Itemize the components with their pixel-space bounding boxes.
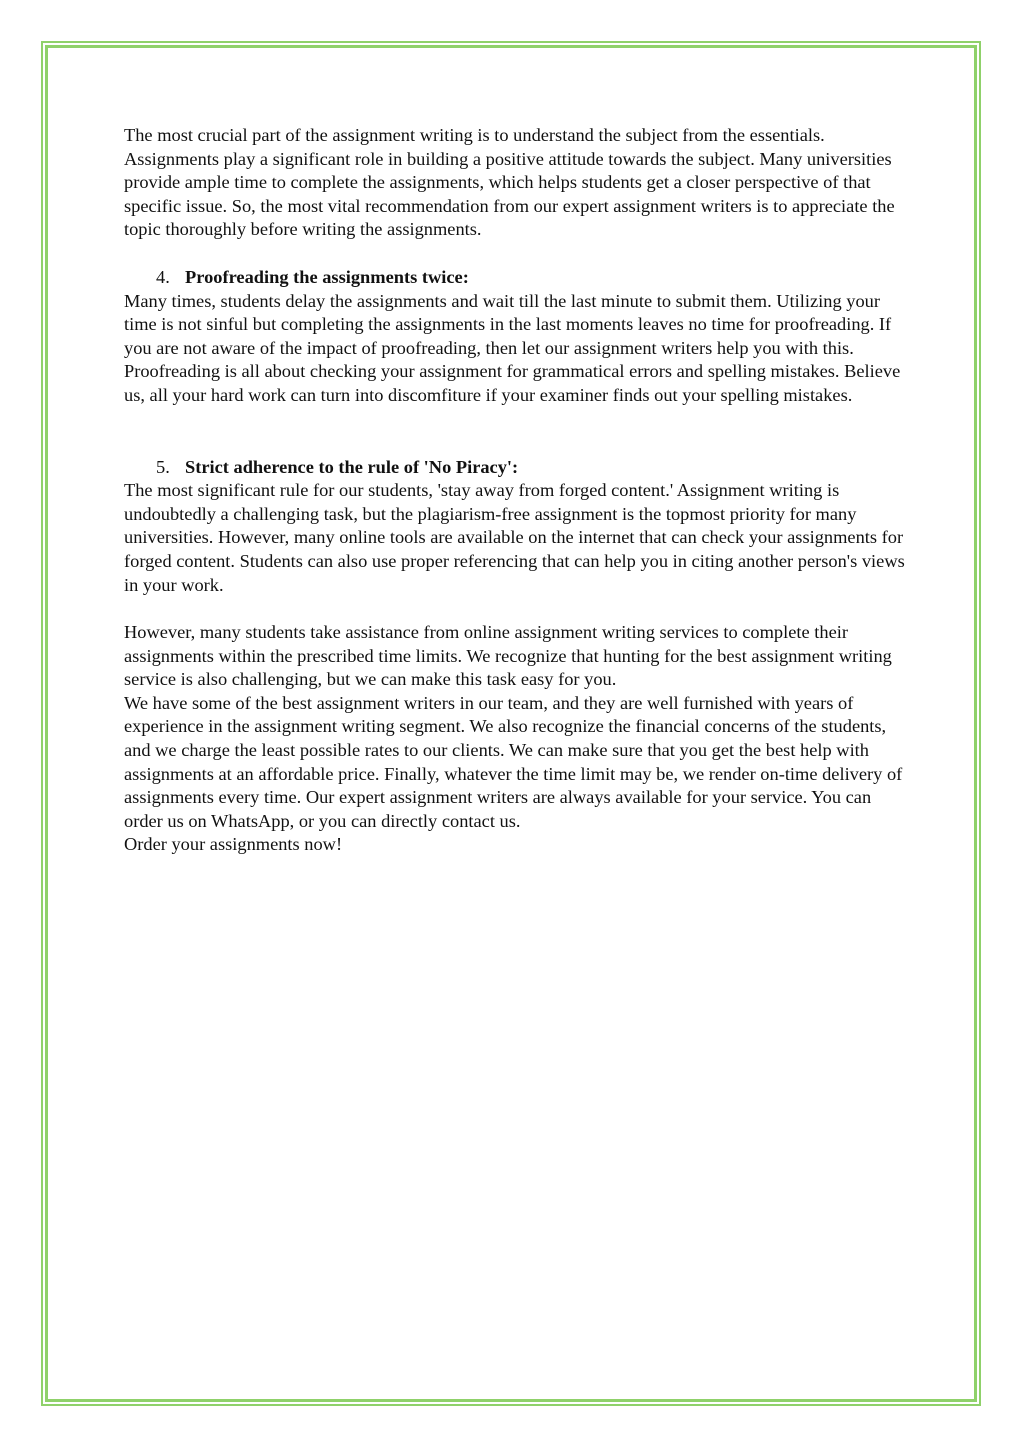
section-number: 5. [156, 456, 170, 477]
spacer [124, 242, 914, 266]
section-title: Strict adherence to the rule of 'No Piracy': [185, 456, 519, 477]
section-body-4: Many times, students delay the assignments and wait till the last minute to submit them. Utilizing your time is not sinful but completing the assignments in the last moments leaves no time for proofreading. If you are not aware of the impact of proofreading, then let our assignment writers help you with this. Proofreading is all about checking your assignment for grammatical errors and spelling mistakes. Believe us, all your hard work can turn into discomfiture if your examiner finds out your spelling mistakes. [124, 290, 901, 405]
closing-paragraph-1: However, many students take assistance from online assignment writing services to complete their assignments within the prescribed time limits. We recognize that hunting for the best assignment writing service is also challenging, but we can make this task easy for you. [124, 622, 892, 690]
document-body [124, 124, 914, 857]
closing-line: Order your assignments now! [124, 834, 343, 855]
section-title: Proofreading the assignments twice: [185, 266, 469, 287]
closing-paragraph-2: We have some of the best assignment writers in our team, and they are well furnished with years of experience in the assignment writing segment. We also recognize the financial concerns of the students, and we charge the least possible rates to our clients. We can make sure that you get the best help with assignments at an affordable price. Finally, whatever the time limit may be, we render on-time delivery of assignments every time. Our expert assignment writers are always available for your service. You can order us on WhatsApp, or you can directly contact us. [124, 692, 903, 831]
section-number: 4. [156, 266, 170, 287]
section-heading-5 [124, 456, 914, 480]
spacer [124, 597, 914, 621]
spacer [124, 408, 914, 456]
section-heading-4 [124, 266, 914, 290]
intro-paragraph: The most crucial part of the assignment writing is to understand the subject from the essentials. Assignments play a significant role in building a positive attitude towards the subject. Many universities provide ample time to complete the assignments, which helps students get a closer perspective of that specific issue. So, the most vital recommendation from our expert assignment writers is to appreciate the topic thoroughly before writing the assignments. [124, 125, 895, 240]
section-body-5: The most significant rule for our students, 'stay away from forged content.' Assignment writing is undoubtedly a challenging task, but the plagiarism-free assignment is the topmost priority for many universities. However, many online tools are available on the internet that can check your assignments for forged content. Students can also use proper referencing that can help you in citing another person's views in your work. [124, 480, 905, 595]
